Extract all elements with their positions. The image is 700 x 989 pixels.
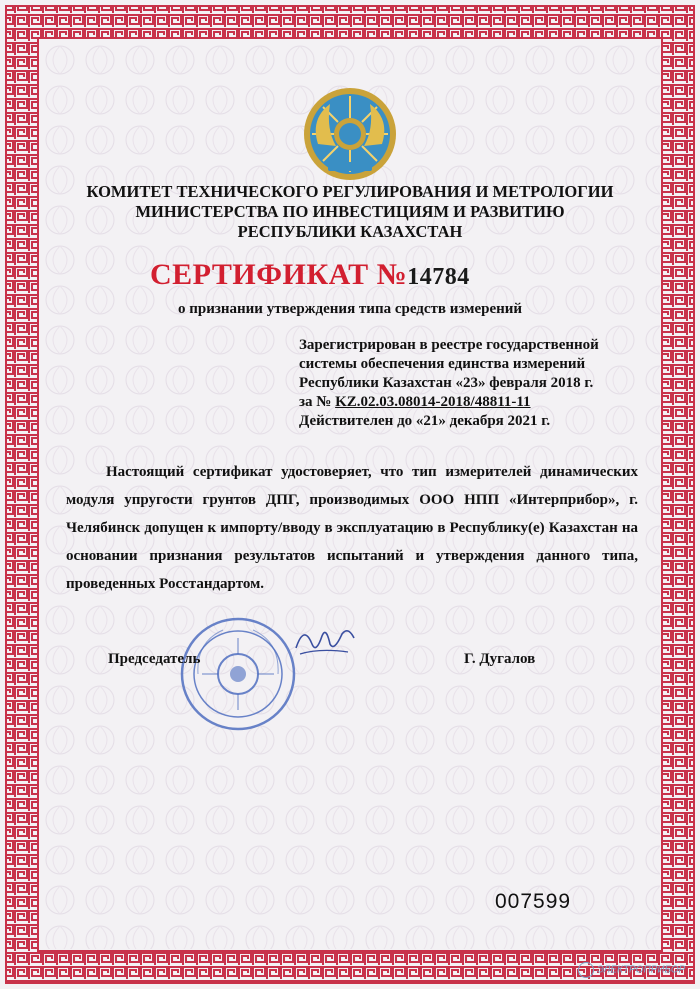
committee-name-line-1: КОМИТЕТ ТЕХНИЧЕСКОГО РЕГУЛИРОВАНИЯ И МЕТРОЛОГИИ <box>86 182 614 201</box>
signatory-name: Г. Дугалов <box>464 651 536 667</box>
kazakhstan-emblem-icon <box>300 84 400 184</box>
certificate-number: 14784 <box>407 264 470 290</box>
registration-line-4 <box>299 393 531 412</box>
registration-line-2: системы обеспечения единства измерений <box>299 356 586 372</box>
certificate-title-label: СЕРТИФИКАТ № <box>150 258 408 291</box>
registration-line-1: Зарегистрирован в реестре государственной <box>299 337 599 353</box>
brand-text: ЭЛЕКТРОПРИБОР <box>597 964 686 976</box>
registration-line-3: Республики Казахстан «23» февраля 2018 г. <box>299 375 594 391</box>
registration-number: KZ.02.03.08014-2018/48811-11 <box>335 394 531 410</box>
serial-number: 007599 <box>495 890 572 913</box>
committee-name-line-3: РЕСПУБЛИКИ КАЗАХСТАН <box>237 222 463 241</box>
certificate-body <box>66 458 638 598</box>
certificate-subtitle: о признании утверждения типа средств измерений <box>177 301 523 317</box>
certificate-title <box>150 258 630 292</box>
handwritten-signature <box>290 618 360 664</box>
registration-line-5: Действителен до «21» декабря 2021 г. <box>299 413 551 429</box>
brand-logo-icon <box>578 962 594 978</box>
signatory-role: Председатель <box>108 651 201 667</box>
certificate-body-text: Настоящий сертификат удостоверяет, что тип измерителей динамических модуля упругости грунтов ДПГ, производимых ООО НПП «Интерприбор», г. Челябинск допущен к импорту/вводу в эксплуатацию в Республику(е) Казахстан на основании признания результатов испытаний и утверждения данного типа, проведенных Росстандартом. <box>66 464 638 592</box>
registration-number-prefix: за № <box>299 394 336 410</box>
watermark-brand <box>578 962 685 978</box>
committee-name-line-2: МИНИСТЕРСТВА ПО ИНВЕСТИЦИЯМ И РАЗВИТИЮ <box>135 202 565 221</box>
